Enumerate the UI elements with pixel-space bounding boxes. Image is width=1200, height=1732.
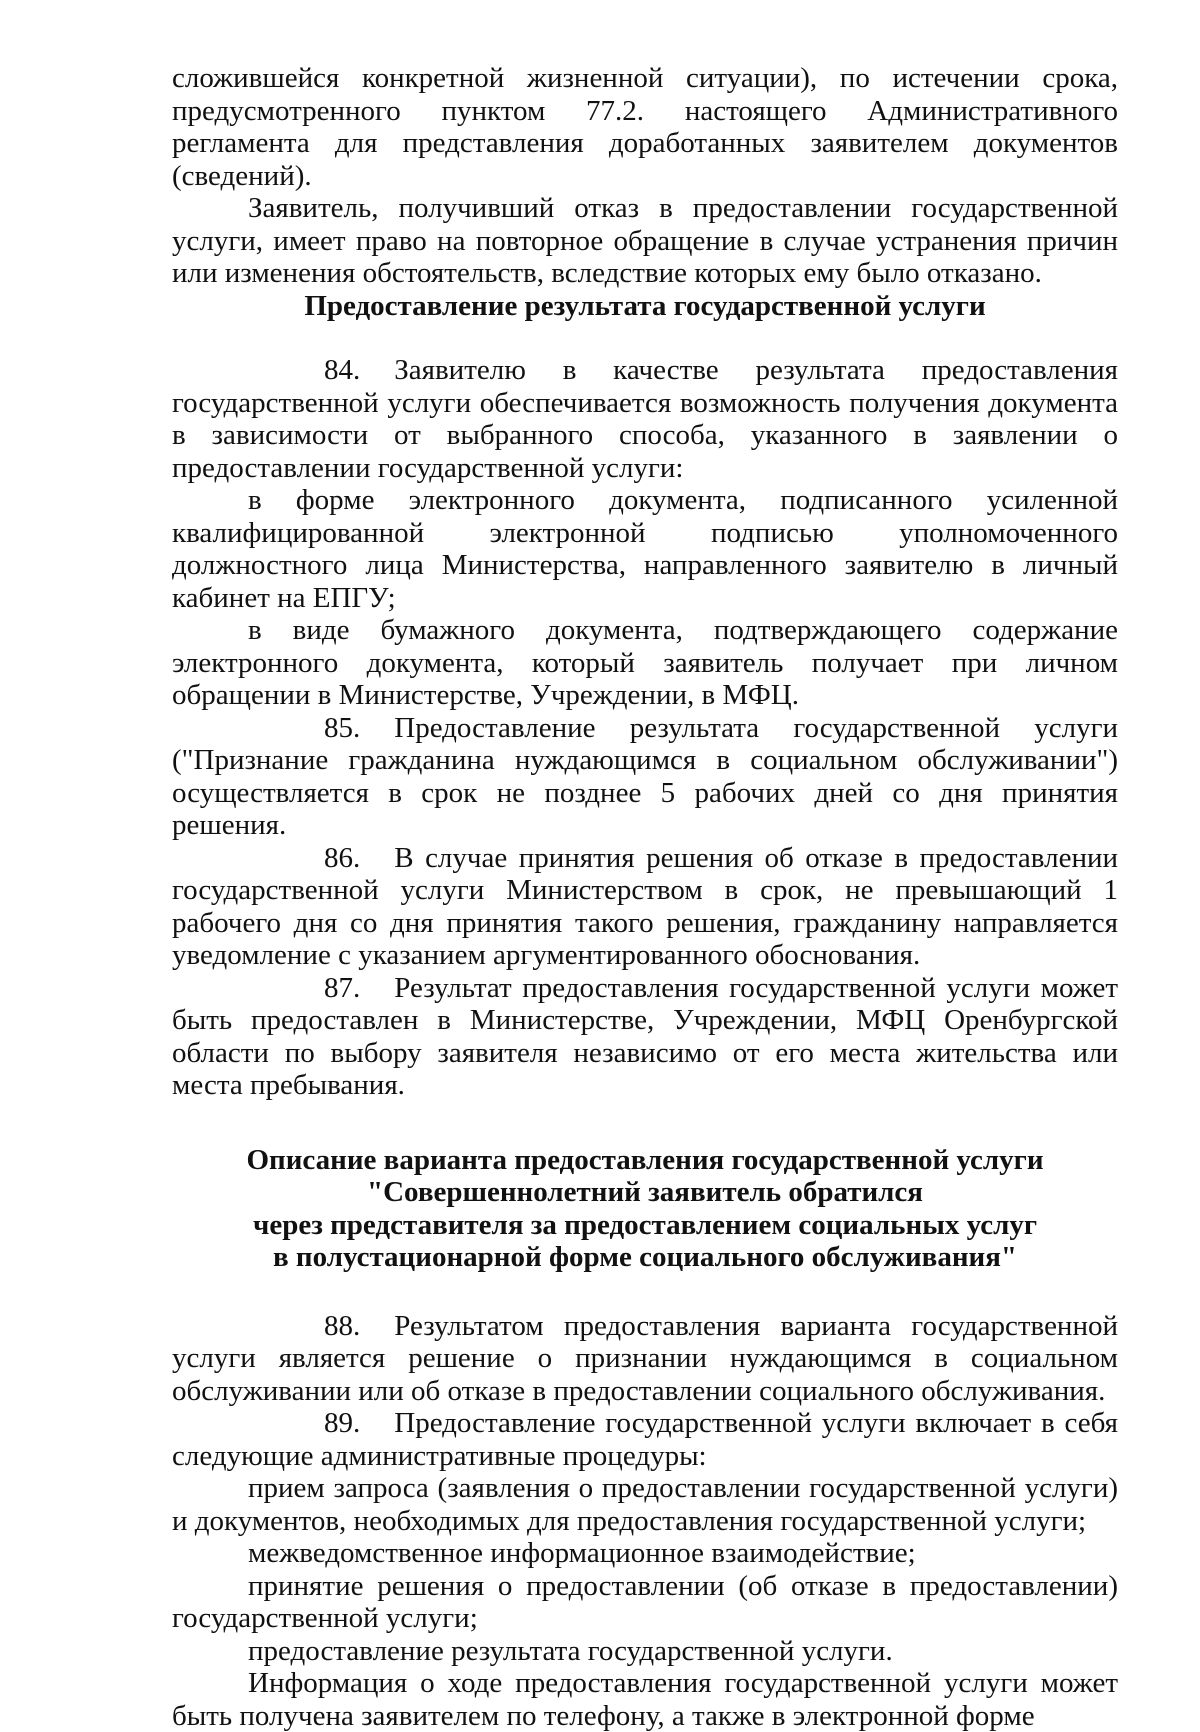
heading-line: Описание варианта предоставления государственной услуги — [246, 1143, 1044, 1176]
paragraph-number: 86. — [324, 841, 361, 874]
paragraph-number: 84. — [324, 354, 361, 386]
paragraph-refusal-right: Заявитель, получивший отказ в предоставлении государственной услуги, имеет право на повторное обращение в случае устранения причин или изменения обстоятельств, вследствие которых ему было отказано. — [172, 192, 1118, 289]
paragraph-text: Предоставление результата государственной услуги ("Признание гражданина нуждающимся в социальном обслуживании") осуществляется в срок не позднее 5 рабочих дней со дня принятия решения. — [172, 711, 1118, 841]
paragraph-text: В случае принятия решения об отказе в предоставлении государственной услуги Министерством в срок, не превышающий 1 рабочего дня со дня принятия такого решения, гражданину направляется уведомление с указанием аргументированного обоснования. — [172, 841, 1118, 971]
spacer — [172, 1102, 1118, 1144]
paragraph-text: Результатом предоставления варианта государственной услуги является решение о признании нуждающимся в социальном обслуживании или об отказе в предоставлении социального обслуживания. — [172, 1309, 1118, 1407]
list-item: в форме электронного документа, подписанного усиленной квалифицированной электронной подписью уполномоченного должностного лица Министерства, направленного заявителю в личный кабинет на ЕПГУ; — [172, 484, 1118, 614]
paragraph-87 — [172, 972, 1118, 1102]
paragraph-continuation: сложившейся конкретной жизненной ситуации), по истечении срока, предусмотренного пунктом 77.2. настоящего Административного регламента для представления доработанных заявителем документов (сведений). — [172, 62, 1118, 192]
paragraph-88 — [172, 1310, 1118, 1408]
list-item: предоставление результата государственной услуги. — [248, 1634, 893, 1667]
section-heading-variant — [172, 1144, 1118, 1274]
heading-line: в полустационарной форме социального обслуживания" — [272, 1241, 1018, 1273]
paragraph-86 — [172, 842, 1118, 972]
spacer — [172, 1274, 1118, 1310]
paragraph-progress-info: Информация о ходе предоставления государственной услуги может быть получена заявителем по телефону, а также в электронной форме — [172, 1667, 1118, 1732]
paragraph-number: 89. — [324, 1407, 361, 1439]
section-heading-result: Предоставление результата государственной услуги — [304, 289, 986, 322]
paragraph-84 — [172, 354, 1118, 484]
document-page — [172, 62, 1118, 1732]
paragraph-text: Предоставление государственной услуги включает в себя следующие административные процедуры: — [172, 1407, 1118, 1472]
list-item: межведомственное информационное взаимодействие; — [248, 1537, 916, 1569]
heading-line: через представителя за предоставлением социальных услуг — [252, 1208, 1038, 1241]
paragraph-85 — [172, 712, 1118, 842]
heading-line: "Совершеннолетний заявитель обратился — [367, 1176, 923, 1208]
paragraph-89 — [172, 1407, 1118, 1472]
spacer — [172, 322, 1118, 354]
list-item: в виде бумажного документа, подтверждающего содержание электронного документа, который заявитель получает при личном обращении в Министерстве, Учреждении, в МФЦ. — [172, 614, 1118, 711]
paragraph-text: Заявителю в качестве результата предоставления государственной услуги обеспечивается возможность получения документа в зависимости от выбранного способа, указанного в заявлении о предоставлении государственной услуги: — [172, 354, 1118, 484]
paragraph-text: Результат предоставления государственной услуги может быть предоставлен в Министерстве, Учреждении, МФЦ Оренбургской области по выбору заявителя независимо от его места жительства или места пребывания. — [172, 971, 1118, 1101]
paragraph-number: 87. — [324, 971, 361, 1004]
list-item: принятие решения о предоставлении (об отказе в предоставлении) государственной услуги; — [172, 1569, 1118, 1634]
list-item: прием запроса (заявления о предоставлении государственной услуги) и документов, необходимых для предоставления государственной услуги; — [172, 1472, 1118, 1537]
paragraph-number: 88. — [324, 1309, 361, 1342]
paragraph-number: 85. — [324, 711, 361, 744]
